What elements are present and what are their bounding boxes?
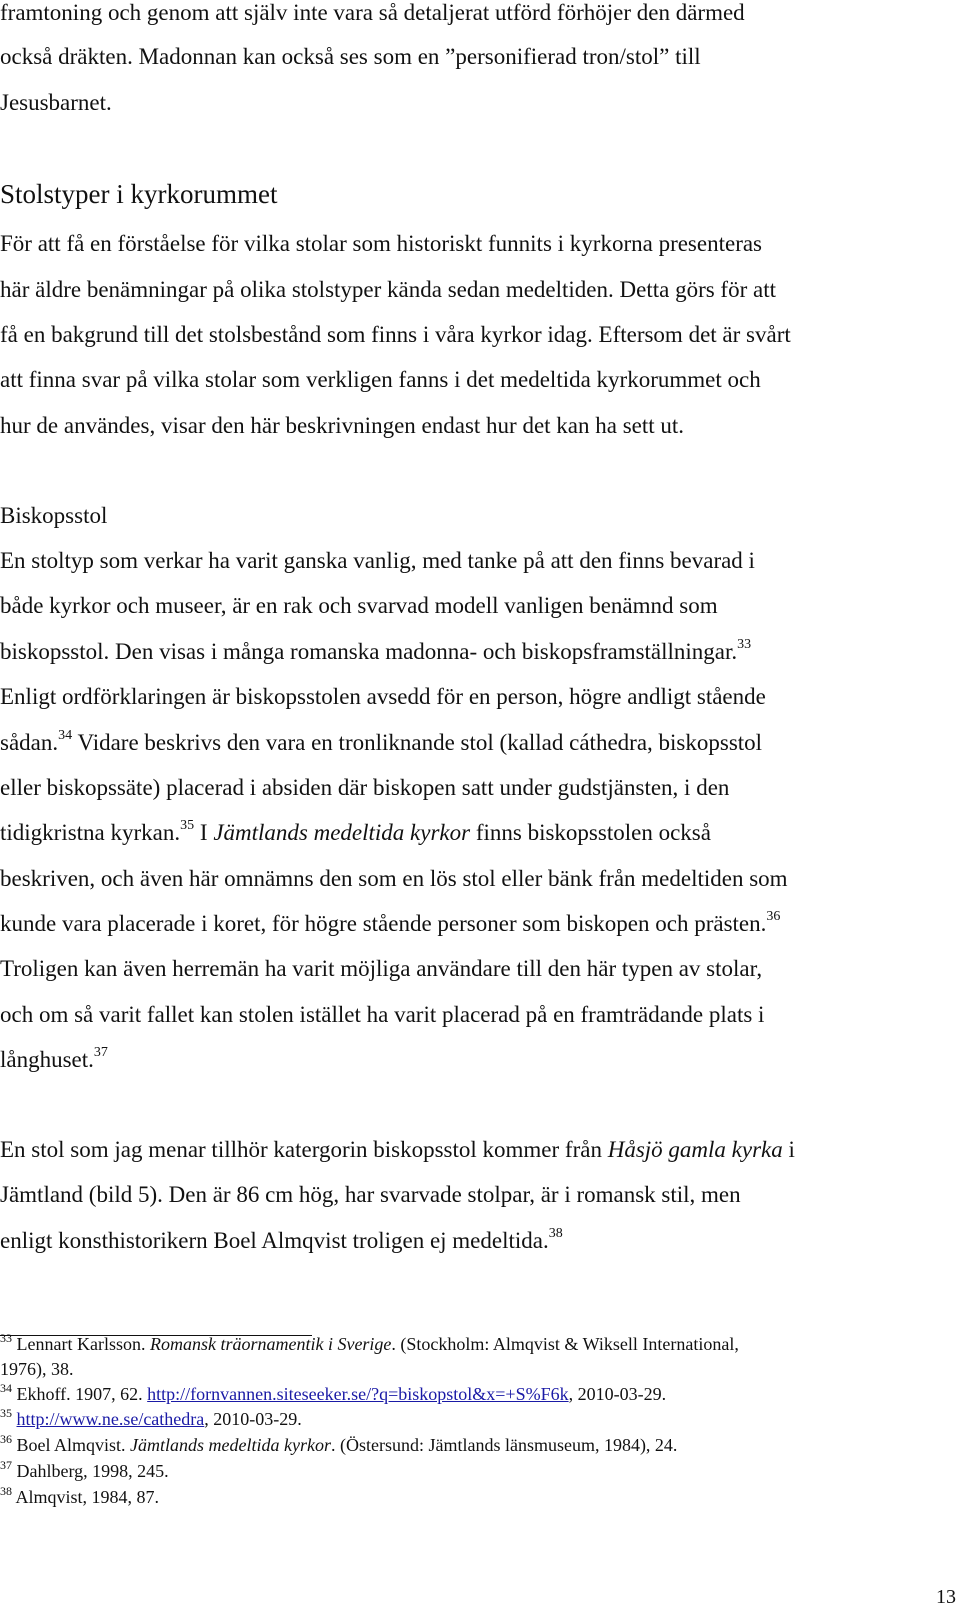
text: enligt konsthistorikern Boel Almqvist troligen ej medeltida.: [0, 1228, 549, 1253]
text: tidigkristna kyrkan.: [0, 820, 181, 845]
body-text-line: [0, 365, 761, 395]
text: kunde vara placerade i koret, för högre stående personer som biskopen och prästen.: [0, 911, 767, 936]
body-text-line: [0, 275, 776, 305]
ne-cathedra-link[interactable]: http://www.ne.se/cathedra: [16, 1409, 205, 1429]
body-text-line: [0, 728, 762, 758]
text: Ekhoff. 1907, 62.: [12, 1384, 148, 1404]
body-text-line: [0, 1135, 795, 1165]
footnote-ref[interactable]: 38: [548, 1226, 563, 1242]
heading-text: Stolstyper i kyrkorummet: [0, 179, 278, 209]
book-title: Jämtlands medeltida kyrkor: [130, 1435, 331, 1455]
text: och om så varit fallet kan stolen istället ha varit placerad på en framträdande plats i: [0, 1002, 765, 1027]
subsection-heading: [0, 501, 107, 531]
footnote-ref[interactable]: 35: [180, 818, 195, 834]
footnote: [0, 1408, 302, 1430]
text: hur de användes, visar den här beskrivningen endast hur det kan ha sett ut.: [0, 413, 685, 438]
text: finns biskopsstolen också: [470, 820, 711, 845]
section-heading: [0, 179, 277, 209]
text: Lennart Karlsson.: [12, 1334, 150, 1354]
text: . (Östersund: Jämtlands länsmuseum, 1984), 24.: [330, 1435, 678, 1455]
footnote-ref[interactable]: 37: [93, 1045, 108, 1061]
text: att finna svar på vilka stolar som verkligen fanns i det medeltida kyrkorummet och: [0, 367, 761, 392]
body-text-line: [0, 591, 718, 621]
text: 1976), 38.: [0, 1359, 74, 1379]
fornvannen-link[interactable]: http://fornvannen.siteseeker.se/?q=biskopstol&x=+S%F6k: [147, 1384, 569, 1404]
text: För att få en förståelse för vilka stolar som historiskt funnits i kyrkorna presenteras: [0, 231, 763, 256]
footnote-continuation: [0, 1358, 74, 1380]
place-name: Håsjö gamla kyrka: [607, 1137, 783, 1162]
footnote: [0, 1434, 677, 1456]
text: här äldre benämningar på olika stolstyper kända sedan medeltiden. Detta görs för att: [0, 277, 776, 302]
heading-text: Biskopsstol: [0, 503, 108, 528]
footnote-number: 37: [0, 1458, 12, 1472]
footnote: [0, 1383, 666, 1405]
footnote: [0, 1460, 169, 1482]
body-text-line: [0, 1045, 108, 1075]
body-text-line: [0, 1000, 764, 1030]
text: . (Stockholm: Almqvist & Wiksell International,: [391, 1334, 739, 1354]
body-text-line: [0, 1226, 563, 1256]
footnote-ref[interactable]: 36: [766, 909, 781, 925]
text: Dahlberg, 1998, 245.: [12, 1461, 169, 1481]
body-text-line: [0, 864, 788, 894]
text: Jesusbarnet.: [0, 90, 112, 115]
book-title: Romansk träornamentik i Sverige: [149, 1334, 392, 1354]
footnote: [0, 1333, 739, 1355]
body-text-line: [0, 88, 112, 118]
text: beskriven, och även här omnämns den som en lös stol eller bänk från medeltiden som: [0, 866, 788, 891]
footnote-number: 35: [0, 1406, 12, 1420]
body-text-line: [0, 229, 762, 259]
body-text-line: [0, 546, 755, 576]
text: i: [782, 1137, 795, 1162]
book-title: Jämtlands medeltida kyrkor: [213, 820, 471, 845]
footnote-number: 38: [0, 1484, 12, 1498]
text: En stoltyp som verkar ha varit ganska vanlig, med tanke på att den finns bevarad i: [0, 548, 755, 573]
footnote-number: 34: [0, 1381, 12, 1395]
text: få en bakgrund till det stolsbestånd som finns i våra kyrkor idag. Eftersom det är svårt: [0, 322, 791, 347]
body-text-line: [0, 954, 762, 984]
text: framtoning och genom att själv inte vara så detaljerat utförd förhöjer den därmed: [0, 0, 745, 25]
text: Boel Almqvist.: [12, 1435, 131, 1455]
text: , 2010-03-29.: [568, 1384, 667, 1404]
footnote-number: 33: [0, 1331, 12, 1345]
text: Troligen kan även herremän ha varit möjliga användare till den här typen av stolar,: [0, 956, 763, 981]
text: eller biskopssäte) placerad i absiden där biskopen satt under gudstjänsten, i den: [0, 775, 730, 800]
text: Vidare beskrivs den vara en tronliknande stol (kallad cáthedra, biskopsstol: [72, 730, 763, 755]
text: både kyrkor och museer, är en rak och svarvad modell vanligen benämnd som: [0, 593, 718, 618]
footnote-number: 36: [0, 1432, 12, 1446]
body-text-line: [0, 42, 701, 72]
body-text-line: [0, 682, 766, 712]
body-text-line: [0, 411, 684, 441]
text: sådan.: [0, 730, 59, 755]
body-text-line: [0, 320, 791, 350]
text: , 2010-03-29.: [204, 1409, 302, 1429]
page-number: 13: [936, 1586, 956, 1608]
footnote-ref[interactable]: 34: [58, 728, 73, 744]
text: också dräkten. Madonnan kan också ses som en ”personifierad tron/stol” till: [0, 44, 701, 69]
body-text-line: [0, 909, 780, 939]
body-text-line: [0, 773, 729, 803]
text: Almqvist, 1984, 87.: [12, 1487, 160, 1507]
text: Jämtland (bild 5). Den är 86 cm hög, har svarvade stolpar, är i romansk stil, men: [0, 1182, 741, 1207]
footnote-ref[interactable]: 33: [737, 637, 752, 653]
body-text-line: [0, 1180, 741, 1210]
footnote: [0, 1486, 159, 1508]
text: En stol som jag menar tillhör katergorin biskopsstol kommer från: [0, 1137, 608, 1162]
body-text-line: [0, 0, 745, 28]
body-text-line: [0, 818, 711, 848]
text: biskopsstol. Den visas i många romanska madonna- och biskopsframställningar.: [0, 639, 738, 664]
body-text-line: [0, 637, 751, 667]
text: Enligt ordförklaringen är biskopsstolen avsedd för en person, högre andligt stående: [0, 684, 766, 709]
text: långhuset.: [0, 1047, 94, 1072]
text: I: [194, 820, 214, 845]
